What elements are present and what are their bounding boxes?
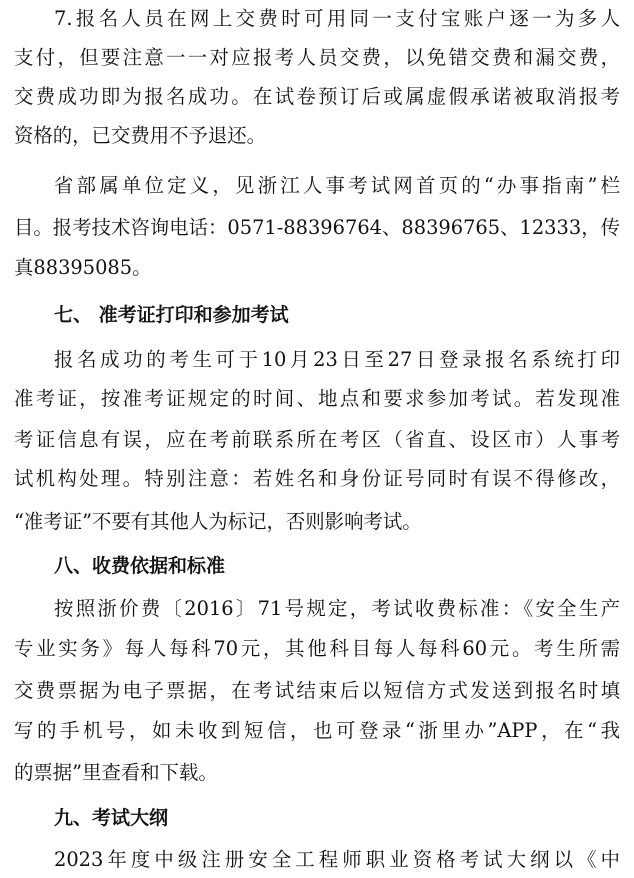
- paragraph-3-line-4: 试机构处理。特别注意：若姓名和身份证号同时有误不得修改，: [14, 467, 620, 490]
- paragraph-2-line-2: 目。报考技术咨询电话：0571-88396764、88396765、12333，传: [14, 216, 620, 239]
- paragraph-1-line-3: 交费成功即为报名成功。在试卷预订后或属虚假承诺被取消报考: [14, 85, 620, 108]
- paragraph-1-line-2: 支付，但要注意一一对应报考人员交费，以免错交费和漏交费，: [14, 46, 620, 69]
- paragraph-4-line-2: 专业实务》每人每科70元，其他科目每人每科60元。考生所需: [14, 637, 620, 660]
- section-heading-nine: 九、考试大纲: [54, 807, 169, 829]
- section-heading-eight: 八、收费依据和标准: [54, 555, 226, 577]
- paragraph-4-line-5: 的票据”里查看和下载。: [14, 761, 218, 784]
- paragraph-4-line-4: 写的手机号，如未收到短信，也可登录“浙里办”APP，在“我: [14, 719, 620, 742]
- paragraph-2-line-3: 真88395085。: [14, 256, 152, 279]
- paragraph-3-line-2: 准考证，按准考证规定的时间、地点和要求参加考试。若发现准: [14, 387, 620, 410]
- paragraph-5-line-1: 2023年度中级注册安全工程师职业资格考试大纲以《中: [54, 848, 620, 871]
- section-heading-seven: 七、 准考证打印和参加考试: [54, 304, 289, 326]
- paragraph-1-line-1: 7.报名人员在网上交费时可用同一支付宝账户逐一为多人: [54, 7, 620, 30]
- paragraph-4-line-3: 交费票据为电子票据，在考试结束后以短信方式发送到报名时填: [14, 679, 620, 702]
- paragraph-3-line-3: 考证信息有误，应在考前联系所在考区（省直、设区市）人事考: [14, 428, 620, 451]
- paragraph-3-line-5: “准考证”不要有其他人为标记，否则影响考试。: [14, 510, 422, 533]
- paragraph-1-line-4: 资格的，已交费用不予退还。: [14, 124, 267, 147]
- paragraph-4-line-1: 按照浙价费〔2016〕71号规定，考试收费标准：《安全生产: [54, 597, 620, 620]
- paragraph-2-line-1: 省部属单位定义，见浙江人事考试网首页的“办事指南”栏: [54, 174, 620, 197]
- paragraph-3-line-1: 报名成功的考生可于10月23日至27日登录报名系统打印: [54, 348, 620, 371]
